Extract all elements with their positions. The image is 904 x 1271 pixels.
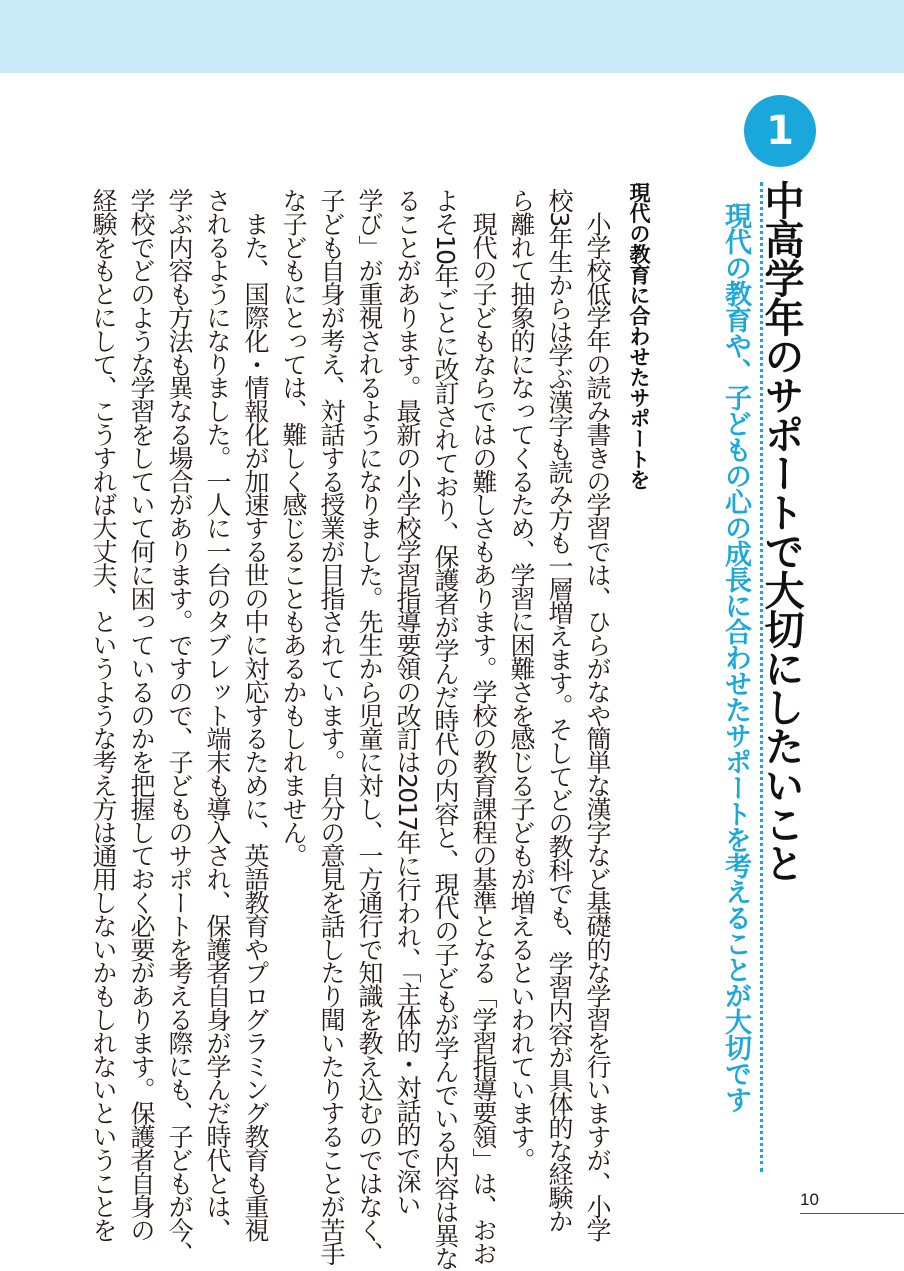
top-header-band: [0, 0, 904, 73]
body-line-9: な子どもにとっては、難しく感じることもあるかもしれません。: [279, 188, 308, 867]
body-line-3: ら離れて抽象的になってくるため、学習に困難さを感じる子どもが増えるといわれています。: [507, 188, 536, 1171]
body-line-1: 小学校低学年の読み書きの学習では、ひらがなや簡単な漢字など基礎的な学習を行いますが、小学: [583, 188, 612, 1242]
body-line-7: 学び」が重視されるようになりました。先生から児童に対し、一方通行で知識を教え込むのではなく、: [355, 188, 384, 1265]
body-line-8: 子ども自身が考え、対話する授業が目指されています。自分の意見を話したり聞いたりすることが苦手: [317, 188, 346, 1265]
page-number-rule: [800, 1213, 904, 1214]
body-line-11: されるようになりました。一人に一台のタブレット端末も導入され、保護者自身が学んだ時代とは、: [203, 188, 232, 1242]
body-line-12: 学ぶ内容も方法も異なる場合があります。ですので、子どものサポートを考える際にも、子どもが今、: [165, 188, 194, 1265]
chapter-title: 中高学年のサポートで大切にしたいこと: [758, 180, 804, 882]
body-line-4: 現代の子どもならではの難しさもあります。学校の教育課程の基準となる「学習指導要領」は、おお: [469, 188, 498, 1265]
body-line-5: よそ10年ごとに改訂されており、保護者が学んだ時代の内容と、現代の子どもが学んでいる内容は異な: [431, 188, 460, 1270]
section-heading: 現代の教育に合わせたサポートを: [627, 182, 651, 490]
body-line-13: 学校でどのような学習をしていて何に困っているのかを把握しておく必要があります。保護者自身の: [127, 188, 156, 1242]
dotted-divider: [760, 182, 763, 1172]
body-line-2: 校3年生からは学ぶ漢字も読み方も一層増えます。そしてどの教科でも、学習内容が具体的な経験か: [545, 188, 574, 1232]
page-number: 10: [800, 1190, 819, 1209]
chapter-number-badge: 1: [744, 95, 816, 167]
body-line-6: ることがあります。最新の小学校学習指導要領の改訂は2017年に行われ、「主体的・対話的で深い: [393, 188, 422, 1216]
chapter-subtitle: 現代の教育や、子どもの心の成長に合わせたサポートを考えることが大切です: [720, 202, 751, 1112]
body-line-10: また、国際化・情報化が加速する世の中に対応するために、英語教育やプログラミング教育も重視: [241, 188, 270, 1242]
body-line-14: 経験をもとにして、こうすれば大丈夫、というような考え方は通用しないかもしれないということを: [89, 188, 118, 1242]
